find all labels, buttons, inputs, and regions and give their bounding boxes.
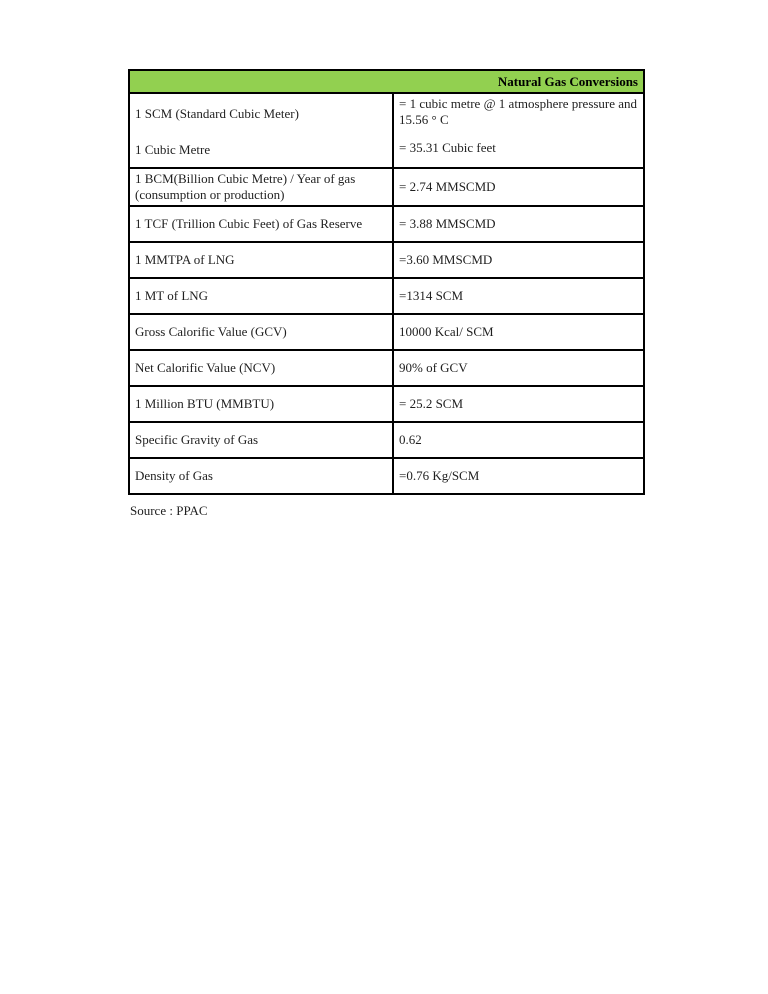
table-title: Natural Gas Conversions [129,70,644,93]
table-row [129,206,644,242]
row-value: =0.76 Kg/SCM [393,458,644,494]
table-row [129,386,644,422]
row-value: =1314 SCM [393,278,644,314]
row-value-cell [393,93,644,168]
row-label: Net Calorific Value (NCV) [129,350,393,386]
source-note: Source : PPAC [130,503,208,518]
row-label-cell [129,93,393,168]
table-header-row [129,70,644,93]
row-value: 0.62 [393,422,644,458]
table-row [129,242,644,278]
conversions-table-container [128,69,645,495]
row-label: 1 TCF (Trillion Cubic Feet) of Gas Reserve [129,206,393,242]
row-label: 1 BCM(Billion Cubic Metre) / Year of gas (consumption or production) [129,168,393,206]
table-row [129,314,644,350]
row-value: =3.60 MMSCMD [393,242,644,278]
row-label: Gross Calorific Value (GCV) [129,314,393,350]
row-label: 1 SCM (Standard Cubic Meter) [135,106,299,121]
row-label: 1 MT of LNG [129,278,393,314]
table-row [129,458,644,494]
row-value: = 2.74 MMSCMD [393,168,644,206]
row-value: 90% of GCV [393,350,644,386]
row-label: 1 Cubic Metre [135,142,211,157]
row-label: Density of Gas [129,458,393,494]
table-row [129,350,644,386]
row-value: = 25.2 SCM [393,386,644,422]
table-row [129,168,644,206]
table-row [129,278,644,314]
row-value: = 3.88 MMSCMD [393,206,644,242]
row-label: 1 MMTPA of LNG [129,242,393,278]
natural-gas-conversions-table [128,69,645,495]
row-value: = 35.31 Cubic feet [399,140,496,155]
row-label: 1 Million BTU (MMBTU) [129,386,393,422]
row-value: 10000 Kcal/ SCM [393,314,644,350]
table-row [129,422,644,458]
table-row [129,93,644,168]
row-label: Specific Gravity of Gas [129,422,393,458]
row-value: = 1 cubic metre @ 1 atmosphere pressure and 15.56 ° C [399,96,638,127]
